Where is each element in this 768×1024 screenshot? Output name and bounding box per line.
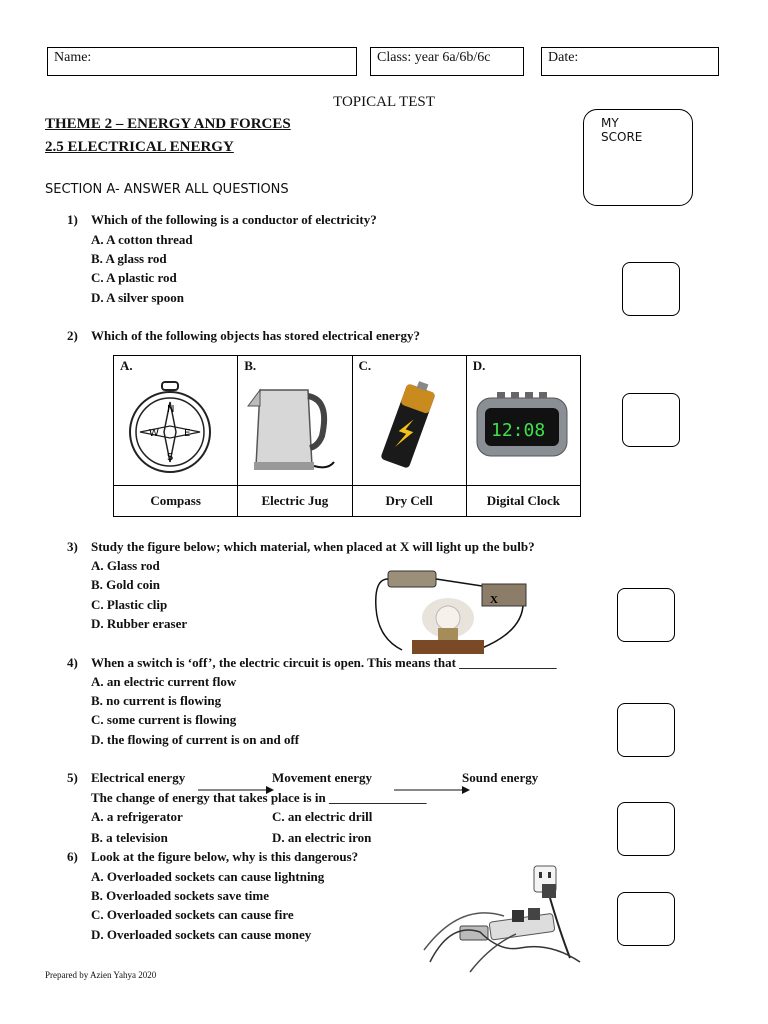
q1-option-c[interactable]: C. A plastic rod bbox=[91, 270, 177, 285]
q2-letter-a: A. bbox=[120, 358, 133, 373]
date-label: Date: bbox=[548, 50, 579, 65]
q3-option-d[interactable]: D. Rubber eraser bbox=[91, 616, 188, 631]
q1-option-d[interactable]: D. A silver spoon bbox=[91, 290, 184, 305]
subtheme-title: 2.5 ELECTRICAL ENERGY bbox=[45, 139, 234, 155]
topical-test-title: TOPICAL TEST bbox=[333, 94, 435, 110]
overloaded-socket-figure bbox=[420, 862, 600, 974]
q6-answer-box[interactable] bbox=[617, 892, 675, 946]
q5-option-c[interactable]: C. an electric drill bbox=[272, 809, 373, 824]
q2-name-dry-cell: Dry Cell bbox=[352, 486, 466, 517]
q5-answer-box[interactable] bbox=[617, 802, 675, 856]
dry-cell-icon bbox=[353, 376, 463, 476]
class-label: Class: year 6a/6b/6c bbox=[377, 50, 491, 65]
q2-cell-b[interactable] bbox=[238, 356, 352, 486]
svg-text:S: S bbox=[167, 452, 174, 463]
q2-letter-b: B. bbox=[244, 358, 257, 373]
date-field[interactable] bbox=[541, 47, 719, 76]
q6-option-b[interactable]: B. Overloaded sockets save time bbox=[91, 888, 270, 903]
q5-number: 5) bbox=[67, 770, 78, 785]
q4-option-d[interactable]: D. the flowing of current is on and off bbox=[91, 732, 300, 747]
q2-answer-box[interactable] bbox=[622, 393, 680, 447]
theme-title: THEME 2 – ENERGY AND FORCES bbox=[45, 116, 291, 132]
svg-text:N: N bbox=[167, 404, 175, 415]
q2-letter-d: D. bbox=[472, 358, 486, 373]
clock-display: 12:08 bbox=[490, 420, 545, 441]
name-field[interactable] bbox=[47, 47, 357, 76]
q4-answer-box[interactable] bbox=[617, 703, 675, 757]
q3-answer-box[interactable] bbox=[617, 588, 675, 642]
q6-option-a[interactable]: A. Overloaded sockets can cause lightning bbox=[91, 869, 325, 884]
svg-text:E: E bbox=[184, 428, 191, 439]
q2-letter-c: C. bbox=[358, 358, 372, 373]
compass-icon bbox=[114, 376, 234, 476]
q4-option-c[interactable]: C. some current is flowing bbox=[91, 712, 237, 727]
q2-cell-a[interactable] bbox=[114, 356, 238, 486]
digital-clock-icon bbox=[467, 376, 577, 476]
name-label: Name: bbox=[54, 50, 92, 65]
q5-energy-3: Sound energy bbox=[462, 770, 539, 785]
q2-table bbox=[113, 355, 581, 517]
q2-name-compass: Compass bbox=[114, 486, 238, 517]
electric-jug-icon bbox=[238, 376, 348, 476]
q5-option-a[interactable]: A. a refrigerator bbox=[91, 809, 183, 824]
q3-number: 3) bbox=[67, 539, 78, 554]
q5-option-d[interactable]: D. an electric iron bbox=[272, 830, 372, 845]
q6-text: Look at the figure below, why is this dangerous? bbox=[91, 849, 359, 864]
q6-number: 6) bbox=[67, 849, 78, 864]
q3-text: Study the figure below; which material, when placed at X will light up the bulb? bbox=[91, 539, 535, 554]
q2-text: Which of the following objects has stored electrical energy? bbox=[91, 328, 421, 343]
circuit-figure bbox=[372, 568, 532, 660]
q3-option-a[interactable]: A. Glass rod bbox=[91, 558, 160, 573]
footer-credit: Prepared by Azien Yahya 2020 bbox=[45, 970, 157, 980]
score-label: MY SCORE bbox=[601, 116, 643, 144]
score-box bbox=[583, 109, 693, 206]
q4-text: When a switch is ‘off’, the electric circuit is open. This means that _______________ bbox=[91, 655, 557, 670]
q2-name-digital-clock: Digital Clock bbox=[466, 486, 580, 517]
svg-text:W: W bbox=[149, 428, 159, 439]
q4-option-b[interactable]: B. no current is flowing bbox=[91, 693, 222, 708]
section-heading: SECTION A- ANSWER ALL QUESTIONS bbox=[45, 182, 289, 197]
q6-option-c[interactable]: C. Overloaded sockets can cause fire bbox=[91, 907, 294, 922]
q5-energy-2: Movement energy bbox=[272, 770, 372, 785]
q2-name-electric-jug: Electric Jug bbox=[238, 486, 352, 517]
q5-option-b[interactable]: B. a television bbox=[91, 830, 168, 845]
q1-answer-box[interactable] bbox=[622, 262, 680, 316]
q4-number: 4) bbox=[67, 655, 78, 670]
q6-option-d[interactable]: D. Overloaded sockets can cause money bbox=[91, 927, 312, 942]
x-label: X bbox=[490, 594, 498, 606]
q2-cell-d[interactable] bbox=[466, 356, 580, 486]
q2-number: 2) bbox=[67, 328, 78, 343]
q4-option-a[interactable]: A. an electric current flow bbox=[91, 674, 237, 689]
q3-option-c[interactable]: C. Plastic clip bbox=[91, 597, 168, 612]
q3-option-b[interactable]: B. Gold coin bbox=[91, 577, 160, 592]
q5-energy-1: Electrical energy bbox=[91, 770, 186, 785]
q1-number: 1) bbox=[67, 212, 78, 227]
q1-text: Which of the following is a conductor of electricity? bbox=[91, 212, 377, 227]
q1-option-b[interactable]: B. A glass rod bbox=[91, 251, 167, 266]
q1-option-a[interactable]: A. A cotton thread bbox=[91, 232, 193, 247]
class-field[interactable] bbox=[370, 47, 524, 76]
q2-cell-c[interactable] bbox=[352, 356, 466, 486]
q5-text: The change of energy that takes place is in _______________ bbox=[91, 790, 427, 805]
